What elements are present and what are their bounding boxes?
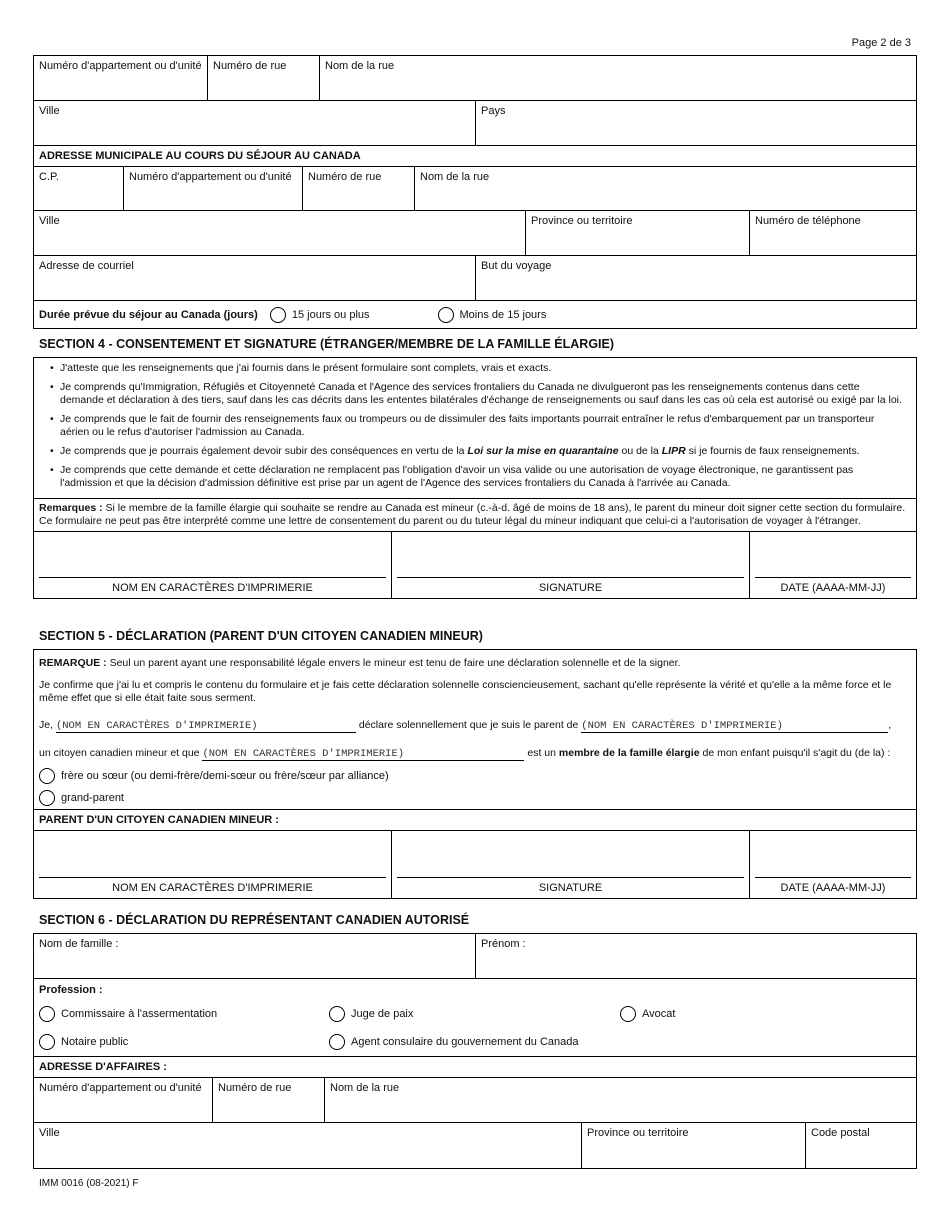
parent-date-label: DATE (AAAA-MM-JJ): [780, 882, 886, 894]
radio-commissioner-label: Commissaire à l'assermentation: [61, 1008, 218, 1020]
po-box-field[interactable]: [34, 167, 124, 210]
date-field[interactable]: [750, 532, 916, 598]
province-label: Province ou territoire: [531, 215, 633, 227]
printed-name-label: NOM EN CARACTÈRES D'IMPRIMERIE: [112, 582, 313, 594]
declaration-line-1: Je, (NOM EN CARACTÈRES D'IMPRIMERIE) déclare solennellement que je suis le parent de (NOM EN CARACTÈRES D'IMPRIMERIE) ,: [39, 719, 892, 732]
consent-item: • J'atteste que les renseignements que j'ai fournis dans le présent formulaire sont complets, vrais et exacts.: [60, 362, 902, 375]
canada-city-field[interactable]: [34, 211, 526, 255]
section5-signature-row: [34, 831, 916, 898]
last-name-field[interactable]: [34, 934, 476, 978]
email-label: Adresse de courriel: [39, 260, 134, 272]
canada-street-name-label: Nom de la rue: [420, 171, 490, 183]
minor-name-input[interactable]: (NOM EN CARACTÈRES D'IMPRIMERIE): [581, 720, 888, 733]
travel-purpose-field[interactable]: [476, 256, 916, 300]
city-label: Ville: [39, 105, 60, 117]
last-name-label: Nom de famille :: [39, 938, 119, 950]
phone-label: Numéro de téléphone: [755, 215, 861, 227]
street-name-field[interactable]: [320, 56, 916, 100]
radio-lawyer-label: Avocat: [642, 1008, 676, 1020]
consent-item: • Je comprends que le fait de fournir des renseignements faux ou trompeurs ou de dissimuler des faits importants pourrait entraîner le refus d'embarquement par un transporteur aérien ou le refus d'autoriser l'admission au Canada.: [60, 413, 902, 439]
radio-lawyer[interactable]: [620, 1006, 636, 1022]
parent-signature-field[interactable]: [392, 831, 750, 898]
first-name-label: Prénom :: [481, 938, 526, 950]
radio-grandparent-label: grand-parent: [61, 792, 124, 804]
section4-title: SECTION 4 - CONSENTEMENT ET SIGNATURE (ÉTRANGER/MEMBRE DE LA FAMILLE ÉLARGIE): [39, 337, 615, 351]
signature-field[interactable]: [392, 532, 750, 598]
business-street-number-field[interactable]: [213, 1078, 325, 1122]
section5-title: SECTION 5 - DÉCLARATION (PARENT D'UN CITOYEN CANADIEN MINEUR): [39, 629, 483, 643]
business-city-field[interactable]: [34, 1123, 582, 1168]
postal-code-field[interactable]: [806, 1123, 916, 1168]
parent-printed-name-label: NOM EN CARACTÈRES D'IMPRIMERIE: [112, 882, 313, 894]
signature-label: SIGNATURE: [538, 582, 603, 594]
country-field[interactable]: [476, 101, 916, 145]
canada-address-header: ADRESSE MUNICIPALE AU COURS DU SÉJOUR AU CANADA: [34, 146, 916, 167]
parent-date-field[interactable]: [750, 831, 916, 898]
duration-label: Durée prévue du séjour au Canada (jours): [39, 308, 258, 321]
option-grandparent: [34, 787, 916, 809]
foreign-address-block: [33, 55, 917, 329]
canada-street-name-field[interactable]: [415, 167, 916, 210]
section5-confirm: Je confirme que j'ai lu et compris le contenu du formulaire et je fais cette déclaration solennelle consciencieusement, sachant qu'elle représente la vérité et qu'elle a la même force et le même effet que si elle était faite sous serment.: [39, 679, 892, 704]
option-sibling: [34, 765, 916, 787]
province-field[interactable]: [526, 211, 750, 255]
profession-label: Profession :: [39, 984, 103, 996]
business-street-name-label: Nom de la rue: [330, 1082, 400, 1094]
business-street-number-label: Numéro de rue: [218, 1082, 292, 1094]
business-street-name-field[interactable]: [325, 1078, 916, 1122]
radio-notary[interactable]: [39, 1034, 55, 1050]
radio-justice-label: Juge de paix: [351, 1008, 414, 1020]
canada-street-number-field[interactable]: [303, 167, 415, 210]
consent-item: • Je comprends qu'Immigration, Réfugiés et Citoyenneté Canada et l'Agence des services frontaliers du Canada ne divulgueront pas les renseignements contenus dans cette demande et déclaration à des tiers, sauf dans les cas décrits dans les ententes bilatérales d'échange de renseignements ou sauf dans les cas où cela est autorisé ou exigé par la loi.: [60, 381, 902, 407]
postal-code-label: Code postal: [811, 1127, 870, 1139]
business-apt-label: Numéro d'appartement ou d'unité: [39, 1082, 202, 1094]
radio-15-plus[interactable]: [270, 307, 286, 323]
apt-label: Numéro d'appartement ou d'unité: [39, 60, 202, 72]
consent-item: • Je comprends que cette demande et cette déclaration ne remplacent pas l'obligation d'avoir un visa valide ou une autorisation de voyage électronique, ne garantissent pas l'admission et que la décision d'admission définitive est prise par un agent de l'Agence des services frontaliers du Canada à l'arrivée au Canada.: [60, 464, 902, 490]
parent-printed-name-field[interactable]: [34, 831, 392, 898]
radio-15-plus-label: 15 jours ou plus: [291, 308, 370, 321]
parent-header: PARENT D'UN CITOYEN CANADIEN MINEUR :: [34, 809, 916, 831]
po-box-label: C.P.: [39, 171, 59, 183]
radio-less-15[interactable]: [438, 307, 454, 323]
date-label: DATE (AAAA-MM-JJ): [780, 582, 886, 594]
phone-field[interactable]: [750, 211, 916, 255]
section4-signature-row: [34, 531, 916, 598]
street-name-label: Nom de la rue: [325, 60, 395, 72]
canada-city-label: Ville: [39, 215, 60, 227]
option-commissioner: [39, 1006, 217, 1022]
section4-block: [33, 357, 917, 599]
radio-grandparent[interactable]: [39, 790, 55, 806]
first-name-field[interactable]: [476, 934, 916, 978]
business-city-label: Ville: [39, 1127, 60, 1139]
member-name-input[interactable]: (NOM EN CARACTÈRES D'IMPRIMERIE): [202, 748, 524, 761]
section5-block: [33, 649, 917, 899]
business-apt-field[interactable]: [34, 1078, 213, 1122]
business-address-header: ADRESSE D'AFFAIRES :: [34, 1057, 916, 1078]
option-lawyer: [620, 1006, 675, 1022]
radio-sibling[interactable]: [39, 768, 55, 784]
business-province-label: Province ou territoire: [587, 1127, 689, 1139]
email-field[interactable]: [34, 256, 476, 300]
section4-remark: Remarques : Si le membre de la famille élargie qui souhaite se rendre au Canada est mineur (c.-à-d. âgé de moins de 18 ans), le parent du mineur doit signer cette section du formulaire. Ce formulaire ne peut pas être interprété comme une lettre de consentement du parent ou du tuteur légal du mineur indiquant que celui-ci a l'autorisation de voyager à l'étranger.: [34, 498, 916, 531]
printed-name-field[interactable]: [34, 532, 392, 598]
parent-signature-label: SIGNATURE: [538, 882, 603, 894]
section6-title: SECTION 6 - DÉCLARATION DU REPRÉSENTANT CANADIEN AUTORISÉ: [39, 913, 470, 927]
country-label: Pays: [481, 105, 506, 117]
declaration-line-2: un citoyen canadien mineur et que (NOM EN CARACTÈRES D'IMPRIMERIE) est un membre de la famille élargie de mon enfant puisqu'il s'agit du (de la) :: [39, 747, 891, 760]
consent-list: [34, 358, 916, 498]
radio-consular[interactable]: [329, 1034, 345, 1050]
business-province-field[interactable]: [582, 1123, 806, 1168]
radio-justice[interactable]: [329, 1006, 345, 1022]
section5-remark: REMARQUE : Seul un parent ayant une responsabilité légale envers le mineur est tenu de faire une déclaration solennelle et de la signer.: [39, 657, 681, 669]
option-justice: [329, 1006, 413, 1022]
city-field[interactable]: [34, 101, 476, 145]
radio-less-15-label: Moins de 15 jours: [459, 308, 547, 321]
option-notary: [39, 1034, 128, 1050]
option-consular: [329, 1034, 579, 1050]
form-id: IMM 0016 (08-2021) F: [39, 1178, 139, 1189]
radio-commissioner[interactable]: [39, 1006, 55, 1022]
profession-block: [34, 979, 916, 1057]
canada-street-number-label: Numéro de rue: [308, 171, 382, 183]
street-number-label: Numéro de rue: [213, 60, 287, 72]
parent-name-input[interactable]: (NOM EN CARACTÈRES D'IMPRIMERIE): [56, 720, 356, 733]
consent-item: • Je comprends que je pourrais également devoir subir des conséquences en vertu de la Loi sur la mise en quarantaine ou de la LIPR si je fournis de faux renseignements.: [60, 445, 902, 458]
apt-field[interactable]: [34, 56, 208, 100]
travel-purpose-label: But du voyage: [481, 260, 552, 272]
canada-apt-field[interactable]: [124, 167, 303, 210]
radio-consular-label: Agent consulaire du gouvernement du Canada: [351, 1036, 579, 1048]
street-number-field[interactable]: [208, 56, 320, 100]
page-number: Page 2 de 3: [851, 37, 911, 49]
canada-apt-label: Numéro d'appartement ou d'unité: [129, 171, 292, 183]
section6-block: [33, 933, 917, 1169]
radio-notary-label: Notaire public: [61, 1036, 129, 1048]
radio-sibling-label: frère ou sœur (ou demi-frère/demi-sœur ou frère/sœur par alliance): [61, 770, 389, 782]
